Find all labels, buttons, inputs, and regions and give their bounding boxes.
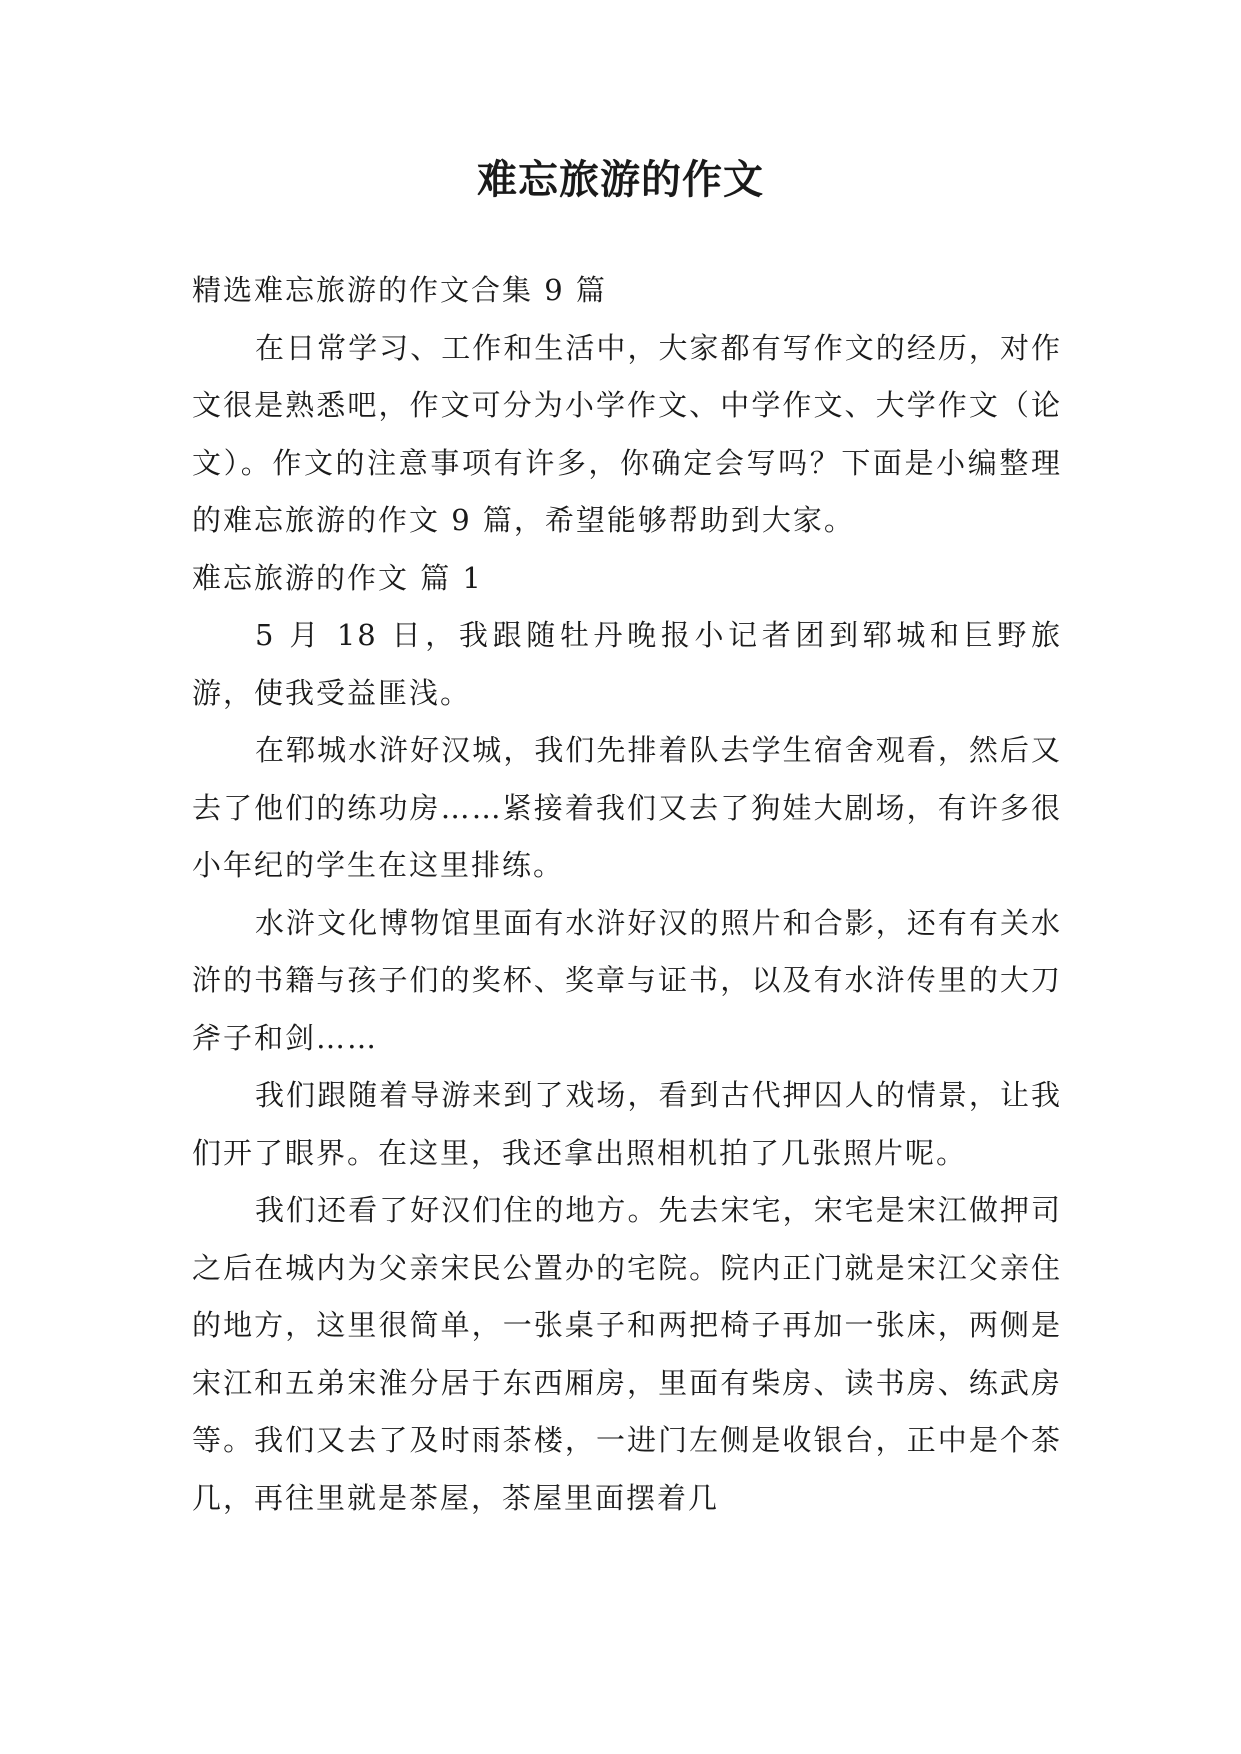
document-title: 难忘旅游的作文 (477, 156, 764, 203)
body-paragraph-4: 我们跟随着导游来到了戏场，看到古代押囚人的情景，让我们开了眼界。在这里，我还拿出照相机拍了几张照片呢。 (192, 1078, 1062, 1170)
document-body (192, 262, 1062, 1527)
body-paragraph-1: 5 月 18 日，我跟随牡丹晚报小记者团到郓城和巨野旅游，使我受益匪浅。 (192, 618, 1062, 710)
intro-paragraph: 在日常学习、工作和生活中，大家都有写作文的经历，对作文很是熟悉吧，作文可分为小学作文、中学作文、大学作文（论文）。作文的注意事项有许多，你确定会写吗？下面是小编整理的难忘旅游的作文 9 篇，希望能够帮助到大家。 (192, 330, 1062, 537)
body-paragraph-5: 我们还看了好汉们住的地方。先去宋宅，宋宅是宋江做押司之后在城内为父亲宋民公置办的宅院。院内正门就是宋江父亲住的地方，这里很简单，一张桌子和两把椅子再加一张床，两侧是宋江和五弟宋淮分居于东西厢房，里面有柴房、读书房、练武房等。我们又去了及时雨茶楼，一进门左侧是收银台，正中是个茶几，再往里就是茶屋，茶屋里面摆着几 (192, 1193, 1062, 1515)
collection-subtitle: 精选难忘旅游的作文合集 9 篇 (192, 273, 607, 307)
section-heading: 难忘旅游的作文 篇 1 (192, 560, 483, 595)
body-paragraph-2: 在郓城水浒好汉城，我们先排着队去学生宿舍观看，然后又去了他们的练功房……紧接着我们又去了狗娃大剧场，有许多很小年纪的学生在这里排练。 (192, 733, 1062, 882)
body-paragraph-3: 水浒文化博物馆里面有水浒好汉的照片和合影，还有有关水浒的书籍与孩子们的奖杯、奖章与证书，以及有水浒传里的大刀斧子和剑…… (192, 905, 1062, 1055)
